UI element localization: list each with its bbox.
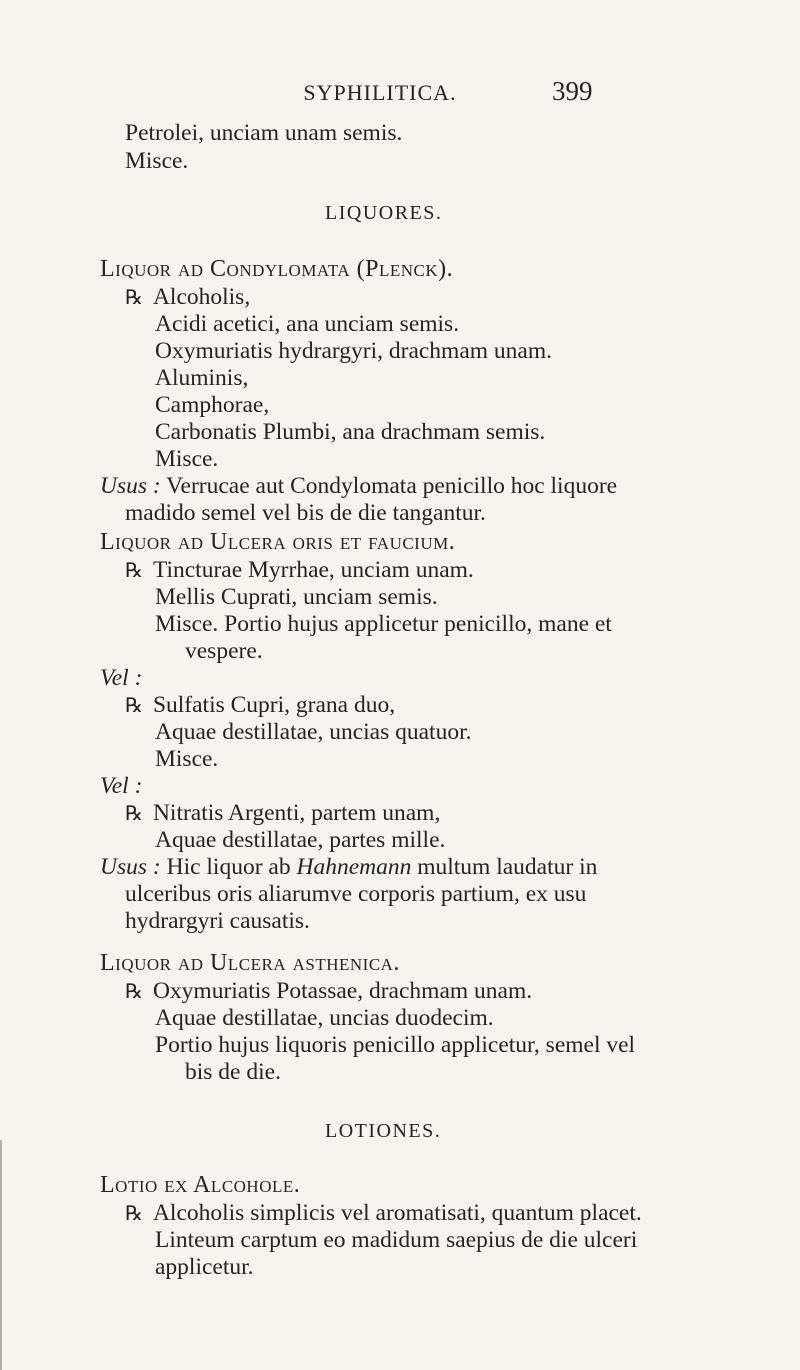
text-line: Aquae destillatae, uncias duodecim. xyxy=(155,1005,494,1031)
recipe-title: Liquor ad Condylomata (Plenck). xyxy=(100,256,454,282)
usage-line xyxy=(100,473,617,500)
text-line: ulceribus oris aliarumve corporis partium, ex usu xyxy=(125,881,587,907)
ingredient: Nitratis Argenti, partem unam, xyxy=(152,800,441,826)
recipe-symbol-icon: ℞ xyxy=(125,1203,143,1225)
text-line: Oxymuriatis hydrargyri, drachmam unam. xyxy=(155,338,553,364)
usage-line xyxy=(100,854,597,881)
text-line: Carbonatis Plumbi, ana drachmam semis. xyxy=(155,419,546,445)
text-line: Misce. xyxy=(125,148,189,174)
text-line: Linteum carptum eo madidum saepius de die ulceri xyxy=(155,1227,638,1253)
text-line: vespere. xyxy=(185,638,263,664)
text-line: hydrargyri causatis. xyxy=(125,908,310,934)
usage-label: Usus : xyxy=(100,473,161,499)
ingredient: Sulfatis Cupri, grana duo, xyxy=(152,692,396,718)
usage-text: Verrucae aut Condylomata penicillo hoc liquore xyxy=(166,473,618,499)
usage-text: Hic liquor ab xyxy=(166,854,291,880)
recipe-title: Lotio ex Alcohole. xyxy=(100,1172,301,1198)
recipe-title: Liquor ad Ulcera asthenica. xyxy=(100,950,400,976)
prescription-line xyxy=(125,1200,642,1228)
running-header: SYPHILITICA. xyxy=(303,80,457,105)
ingredient: Oxymuriatis Potassae, drachmam unam. xyxy=(152,978,533,1004)
prescription-line xyxy=(125,692,395,720)
recipe-title: Liquor ad Ulcera oris et faucium. xyxy=(100,529,456,555)
prescription-line xyxy=(125,800,440,828)
text-line: Misce. xyxy=(155,446,219,472)
text-line: Petrolei, unciam unam semis. xyxy=(125,120,403,146)
usage-text: multum laudatur in xyxy=(417,854,598,880)
prescription-line xyxy=(125,978,532,1006)
recipe-symbol-icon: ℞ xyxy=(125,287,143,309)
text-line: Misce. xyxy=(155,746,219,772)
ingredient: Tincturae Myrrhae, unciam unam. xyxy=(152,557,474,583)
recipe-symbol-icon: ℞ xyxy=(125,803,143,825)
text-line: Aquae destillatae, partes mille. xyxy=(155,827,446,853)
recipe-symbol-icon: ℞ xyxy=(125,981,143,1003)
prescription-line xyxy=(125,284,250,312)
text-line: Misce. Portio hujus applicetur penicillo, mane et xyxy=(155,611,612,637)
recipe-symbol-icon: ℞ xyxy=(125,560,143,582)
alternative-label: Vel : xyxy=(100,773,143,799)
recipe-symbol-icon: ℞ xyxy=(125,695,143,717)
section-heading: LOTIONES. xyxy=(325,1120,442,1142)
text-line: Camphorae, xyxy=(155,392,270,418)
alternative-label: Vel : xyxy=(100,665,143,691)
prescription-line xyxy=(125,557,474,585)
text-line: Portio hujus liquoris penicillo applicetur, semel vel xyxy=(155,1032,636,1058)
text-line: Aluminis, xyxy=(155,365,249,391)
section-heading: LIQUORES. xyxy=(325,202,443,224)
ingredient: Alcoholis, xyxy=(152,284,251,310)
usage-label: Usus : xyxy=(100,854,161,880)
author-name: Hahnemann xyxy=(296,854,412,880)
ingredient: Alcoholis simplicis vel aromatisati, quantum placet. xyxy=(152,1200,642,1226)
text-line: bis de die. xyxy=(185,1059,281,1085)
page-edge xyxy=(0,1140,2,1370)
text-line: Acidi acetici, ana unciam semis. xyxy=(155,311,460,337)
text-line: Aquae destillatae, uncias quatuor. xyxy=(155,719,472,745)
text-line: Mellis Cuprati, unciam semis. xyxy=(155,584,438,610)
text-line: applicetur. xyxy=(155,1254,254,1280)
page-number: 399 xyxy=(552,76,593,106)
text-line: madido semel vel bis de die tangantur. xyxy=(125,500,486,526)
